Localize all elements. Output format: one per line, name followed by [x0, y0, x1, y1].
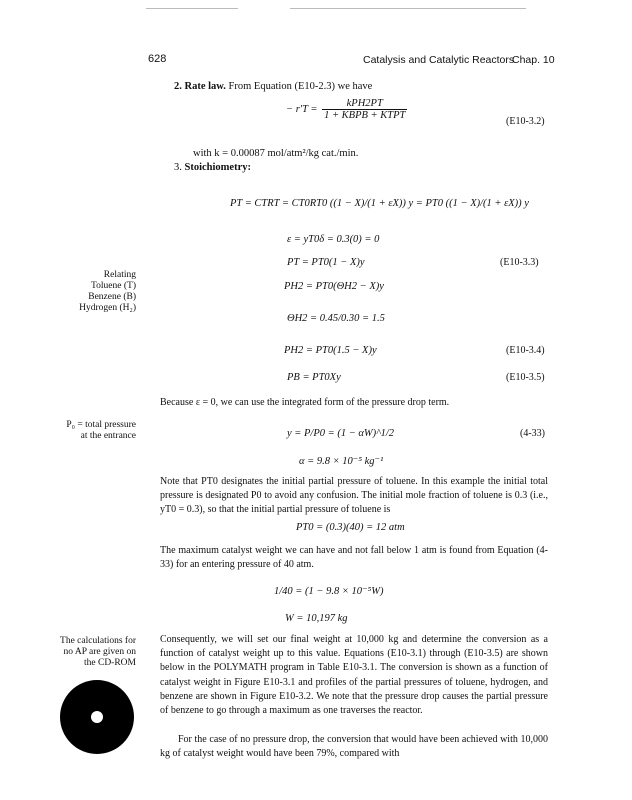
- max-weight-paragraph: The maximum catalyst weight we can have and not fall below 1 atm is found from Equation (4-33) for an entering pressure of 40 atm.: [160, 545, 548, 571]
- top-rule-right: [290, 8, 526, 9]
- eq-tag-e10-3-5: (E10-3.5): [506, 372, 545, 383]
- margin-relating-3: Benzene (B): [88, 292, 136, 302]
- chapter-label: Chap. 10: [512, 54, 555, 66]
- pressure-drop-equation: y = P/P0 = (1 − αW)^1/2: [287, 428, 395, 439]
- ph2-numeric-equation: PH2 = PT0(1.5 − X)y: [284, 345, 377, 356]
- because-line: Because ε = 0, we can use the integrated form of the pressure drop term.: [160, 397, 450, 408]
- theta-equation: ΘH2 = 0.45/0.30 = 1.5: [287, 313, 385, 324]
- eq-tag-e10-3-3: (E10-3.3): [500, 257, 539, 268]
- margin-relating-4: Hydrogen (H₂): [79, 303, 136, 313]
- top-rule-left: [146, 8, 238, 9]
- no-pressure-drop-paragraph: For the case of no pressure drop, the conversion that would have been achieved with 10,000 kg of catalyst weight would have been 79%, compared with: [160, 734, 548, 760]
- cd-rom-icon: [60, 680, 134, 754]
- epsilon-equation: ε = yT0δ = 0.3(0) = 0: [287, 234, 380, 245]
- pt0-equation: PT0 = (0.3)(40) = 12 atm: [296, 522, 405, 533]
- rate-law-text: From Equation (E10-2.3) we have: [228, 81, 373, 92]
- consequently-paragraph: Consequently, we will set our final weight at 10,000 kg and determine the conversion as a function of catalyst weight up to this value. Equations (E10-3.1) through (E10-3.5) are shown below in the POLYMATH program in Table E10-3.1. The conversion is shown as a function of catalyst weight in Figure E10-3.1 and profiles of the partial pressures of toluene, hydrogen, and benzene are shown in Figure E10-3.2. We note that the pressure drop causes the partial pressure of benzene to go through a maximum as one traverses the reactor.: [160, 634, 548, 717]
- rate-law-fraction: [322, 98, 407, 121]
- margin-cd-3: the CD-ROM: [84, 658, 136, 668]
- page-number: 628: [148, 53, 167, 65]
- margin-relating-2: Toluene (T): [91, 281, 136, 291]
- max-weight-result: W = 10,197 kg: [285, 613, 348, 624]
- max-weight-equation: 1/40 = (1 − 9.8 × 10⁻⁵W): [274, 586, 384, 597]
- eq-tag-e10-3-4: (E10-3.4): [506, 345, 545, 356]
- stoich-main-equation: PT = CTRT = CT0RT0 ((1 − X)/(1 + εX)) y = PT0 ((1 − X)/(1 + εX)) y: [230, 198, 529, 209]
- margin-cd-2: no AP are given on: [63, 647, 136, 657]
- pb-equation: PB = PT0Xy: [287, 372, 341, 383]
- margin-p0-2: at the entrance: [80, 431, 136, 441]
- rate-law-equation: [286, 98, 409, 121]
- with-k-line: with k = 0.00087 mol/atm²/kg cat./min.: [193, 148, 359, 159]
- ph2-equation: PH2 = PT0(ΘH2 − X)y: [284, 281, 384, 292]
- alpha-value: α = 9.8 × 10⁻⁵ kg⁻¹: [299, 456, 384, 467]
- margin-note-cd: [60, 636, 136, 669]
- rate-law-numerator: kPH2PT: [322, 98, 407, 110]
- stoich-label: 3.: [174, 162, 182, 173]
- margin-cd-1: The calculations for: [60, 636, 136, 646]
- margin-p0-1: P₀ = total pressure: [66, 420, 136, 430]
- margin-relating-1: Relating: [103, 270, 136, 280]
- rate-law-label: 2. Rate law.: [174, 81, 226, 92]
- eq-tag-e10-3-2: (E10-3.2): [506, 116, 545, 127]
- stoich-title: Stoichiometry:: [184, 162, 251, 173]
- rate-law-denominator: 1 + KBPB + KTPT: [324, 110, 406, 121]
- margin-note-p0: [66, 420, 136, 442]
- stoichiometry-heading: [174, 161, 251, 175]
- pt-equation: PT = PT0(1 − X)y: [287, 257, 365, 268]
- cd-rom-hole: [91, 711, 103, 723]
- note-paragraph: Note that PT0 designates the initial partial pressure of toluene. In this example the initial total pressure is designated P0 to avoid any confusion. The initial mole fraction of toluene is 0.3 (i.e., yT0 = 0.3), so that the initial partial pressure of toluene is: [160, 476, 548, 516]
- running-title: Catalysis and Catalytic Reactors: [363, 54, 515, 66]
- eq-tag-4-33: (4-33): [520, 428, 545, 439]
- rate-law-heading: [174, 80, 372, 94]
- rate-law-lhs: − r′T =: [286, 104, 318, 115]
- margin-note-relating: [79, 270, 136, 314]
